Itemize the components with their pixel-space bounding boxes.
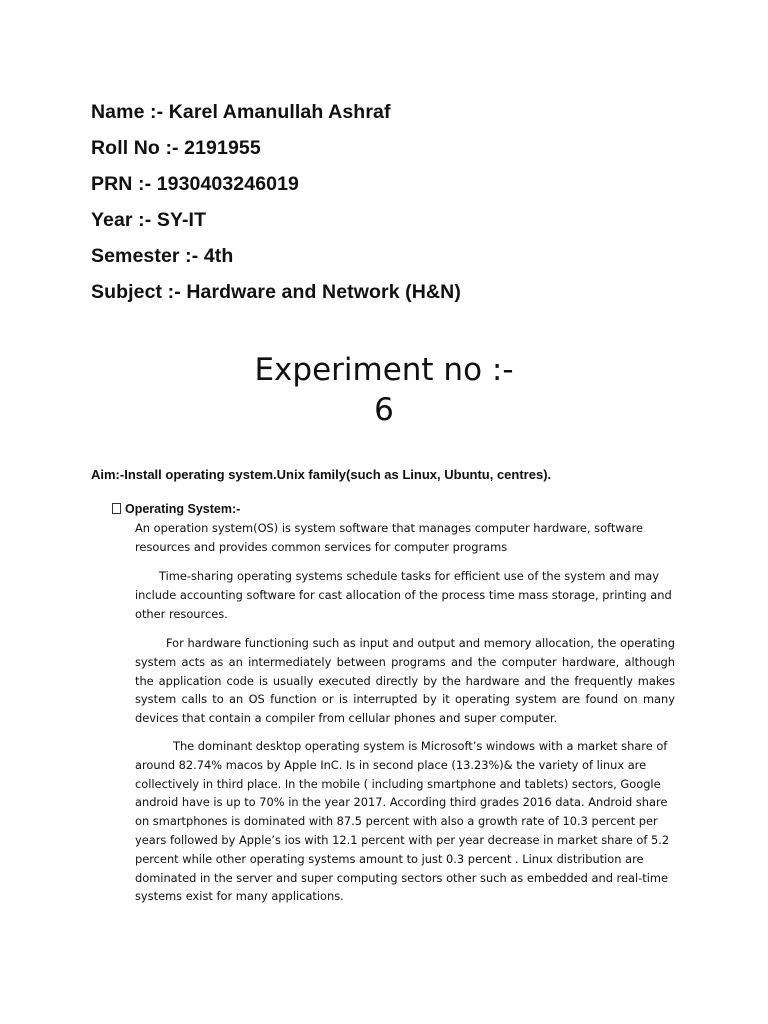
prn-number: PRN :- 1930403246019: [91, 173, 299, 195]
paragraph-hardware-functioning: [135, 634, 675, 728]
paragraph-market-share: [135, 737, 675, 906]
paragraph-time-sharing-text: Time-sharing operating systems schedule tasks for efficient use of the system and may include accounting software for cast allocation of the process time mass storage, printing and other resources.: [135, 569, 672, 621]
bullet-box-icon: [112, 503, 121, 514]
paragraph-time-sharing: [135, 567, 675, 623]
experiment-title-line1: Experiment no :-: [254, 352, 514, 388]
section-heading: [112, 502, 240, 516]
section-heading-text: Operating System:-: [125, 502, 241, 516]
paragraph-hardware-functioning-text: For hardware functioning such as input and output and memory allocation, the operating system acts as an intermediately between programs and the computer hardware, although the application code is usually executed directly by the hardware and the frequently makes system calls to an OS function or is interrupted by it operating system are found on many devices that contain a compiler from cellular phones and super computer.: [135, 636, 675, 726]
student-name: Name :- Karel Amanullah Ashraf: [91, 101, 391, 123]
experiment-title: [0, 350, 768, 430]
experiment-number: 6: [374, 392, 394, 428]
student-details: [91, 94, 461, 310]
subject: Subject :- Hardware and Network (H&N): [91, 281, 461, 303]
roll-number: Roll No :- 2191955: [91, 137, 261, 159]
paragraph-market-share-text: The dominant desktop operating system is Microsoft’s windows with a market share of around 82.74% macos by Apple InC. Is in second place (13.23%)& the variety of linux are collectively in third place. In the mobile ( including smartphone and tablets) sectors, Google android have is up to 70% in the year 2017. According third grades 2016 data. Android share on smartphones is dominated with 87.5 percent with also a growth rate of 10.3 percent per years followed by Apple’s ios with 12.1 percent with per year decrease in market share of 5.2 percent while other operating systems amount to just 0.3 percent . Linux distribution are dominated in the server and super computing sectors other such as embedded and real-time systems exist for many applications.: [135, 739, 670, 904]
year: Year :- SY-IT: [91, 209, 207, 231]
semester: Semester :- 4th: [91, 245, 234, 267]
aim-statement: Aim:-Install operating system.Unix family(such as Linux, Ubuntu, centres).: [91, 467, 552, 482]
paragraph-os-definition: An operation system(OS) is system software that manages computer hardware, software resources and provides common services for computer programs: [135, 521, 644, 554]
